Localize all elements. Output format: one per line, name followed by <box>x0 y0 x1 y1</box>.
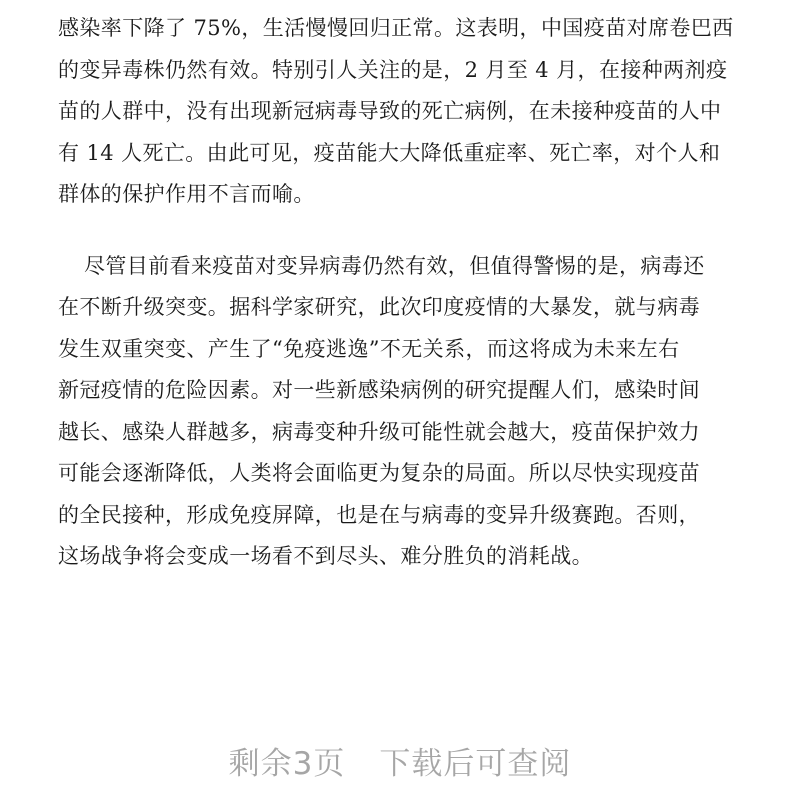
paragraph-line: 的全民接种，形成免疫屏障，也是在与病毒的变异升级赛跑。否则， <box>58 502 700 527</box>
paragraph-gap <box>58 216 748 246</box>
paragraph-line: 发生双重突变、产生了“免疫逃逸”不无关系，而这将成为未来左右 <box>58 336 680 361</box>
paragraph-line: 有 14 人死亡。由此可见，疫苗能大大降低重症率、死亡率，对个人和 <box>58 140 721 165</box>
paragraph-line: 这场战争将会变成一场看不到尽头、难分胜负的消耗战。 <box>58 544 593 568</box>
download-to-view-link[interactable]: 下载后可查阅 <box>379 745 572 782</box>
paragraph-line: 苗的人群中，没有出现新冠病毒导致的死亡病例，在未接种疫苗的人中 <box>58 99 722 123</box>
paragraph-2 <box>58 246 748 578</box>
document-body <box>58 8 748 578</box>
paragraph-1 <box>58 8 748 216</box>
paragraph-line: 可能会逐渐降低，人类将会面临更为复杂的局面。所以尽快实现疫苗 <box>58 461 700 485</box>
paragraph-line: 在不断升级突变。据科学家研究，此次印度疫情的大暴发，就与病毒 <box>58 295 700 319</box>
remaining-pages-label[interactable]: 剩余3页 <box>228 745 346 782</box>
paragraph-line: 感染率下降了 75%，生活慢慢回归正常。这表明，中国疫苗对席卷巴西 <box>58 16 734 40</box>
paragraph-line: 的变异毒株仍然有效。特别引人关注的是，2 月至 4 月，在接种两剂疫 <box>58 57 728 82</box>
paragraph-line: 新冠疫情的危险因素。对一些新感染病例的研究提醒人们，感染时间 <box>58 378 700 402</box>
paragraph-line: 尽管目前看来疫苗对变异病毒仍然有效，但值得警惕的是，病毒还 <box>84 253 705 278</box>
download-prompt-bar[interactable] <box>0 730 800 790</box>
paragraph-line: 群体的保护作用不言而喻。 <box>58 182 315 206</box>
paragraph-line: 越长、感染人群越多，病毒变种升级可能性就会越大，疫苗保护效力 <box>58 419 700 444</box>
